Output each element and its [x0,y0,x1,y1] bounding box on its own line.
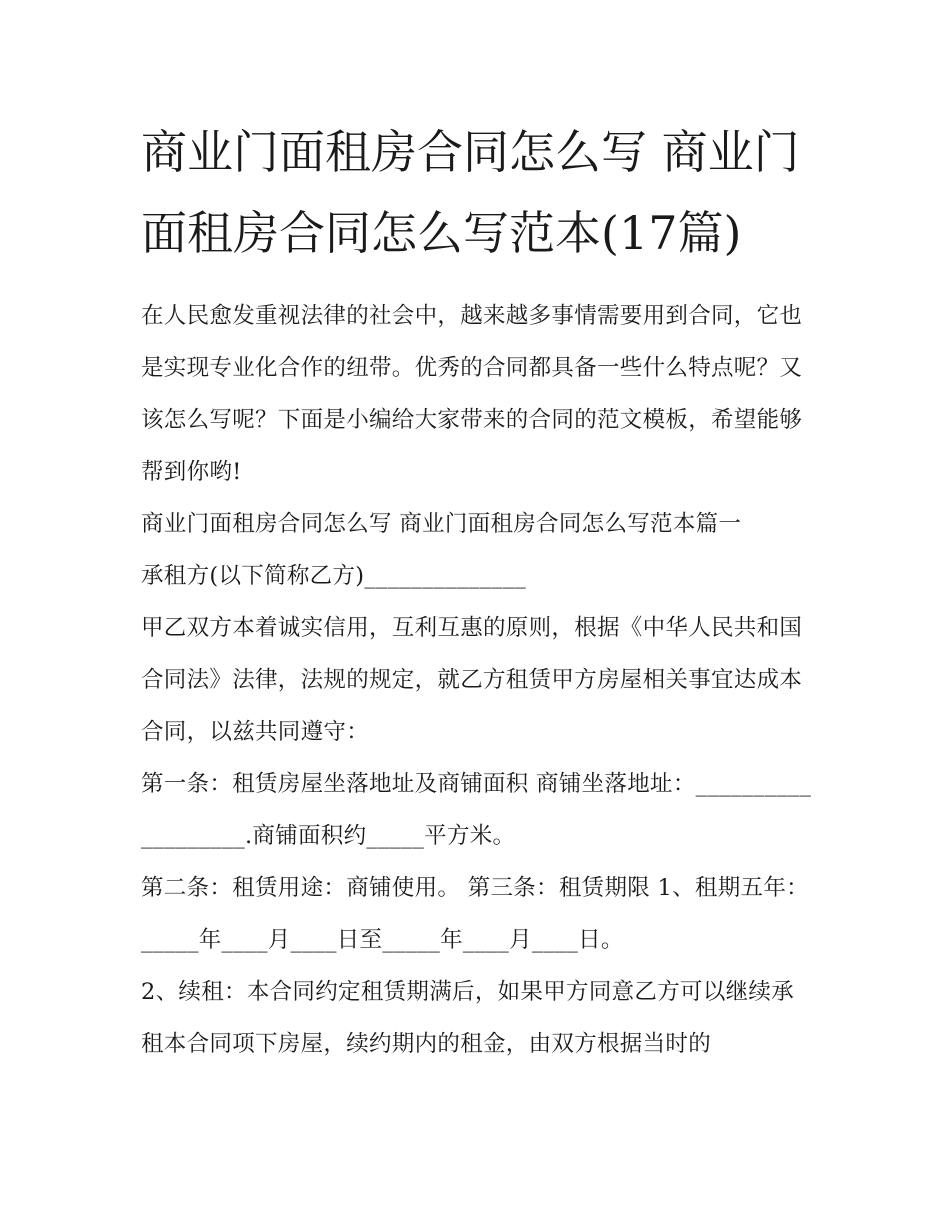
document-title: 商业门面租房合同怎么写 商业门面租房合同怎么写范本(17篇) [141,125,800,260]
document-body [141,290,816,1070]
article-two-three: 第二条：租赁用途：商铺使用。 第三条：租赁期限 1、租期五年：_____年____月____日至_____年____月____日。 [141,875,809,953]
intro-paragraph: 在人民愈发重视法律的社会中，越来越多事情需要用到合同，它也是实现专业化合作的纽带。优秀的合同都具备一些什么特点呢？又该怎么写呢？下面是小编给大家带来的合同的范文模板，希望能够帮到你哟! [141,303,803,485]
article-one: 第一条：租赁房屋坐落地址及商铺面积 商铺坐落地址：___________________.商铺面积约_____平方米。 [141,771,812,849]
lessee-line: 承租方(以下简称乙方)______________ [141,563,527,589]
renewal-paragraph: 2、续租：本合同约定租赁期满后，如果甲方同意乙方可以继续承租本合同项下房屋，续约期内的租金，由双方根据当时的 [141,979,795,1057]
document-page [141,112,816,1070]
section-heading: 商业门面租房合同怎么写 商业门面租房合同怎么写范本篇一 [141,511,742,537]
principle-paragraph: 甲乙双方本着诚实信用，互利互惠的原则，根据《中华人民共和国合同法》法律，法规的规定，就乙方租赁甲方房屋相关事宜达成本合同，以兹共同遵守： [141,615,803,745]
